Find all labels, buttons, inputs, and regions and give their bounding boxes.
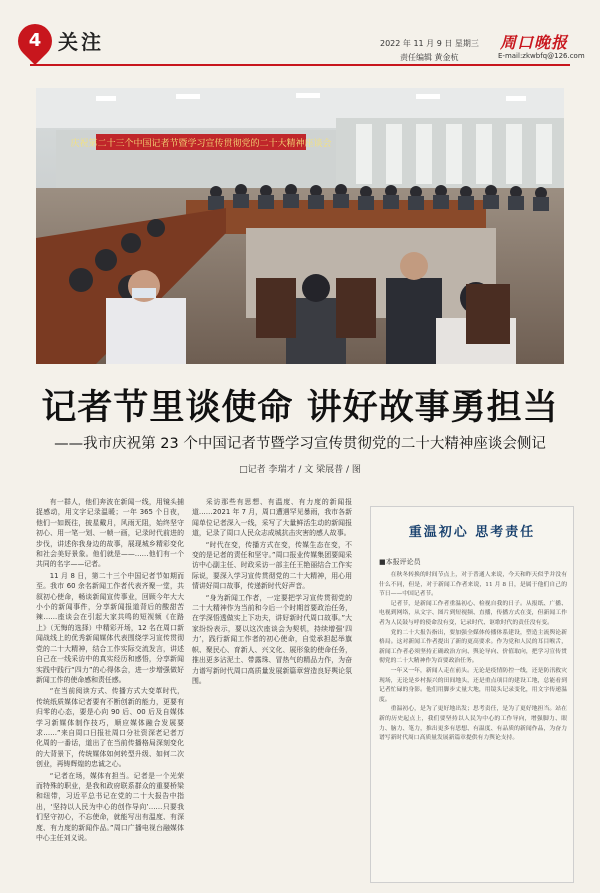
- issue-date: 2022 年 11 月 9 日 星期三: [380, 39, 479, 48]
- paragraph: 采访那些有思想、有温度、有力度的新闻报道……2021 年 7 月，周口遭遇罕见暴雨，我市各新闻单位记者深入一线，采写了大量鲜活生动的新闻报道，记录了周口人民众志成城抗击灾害的感人故事。: [192, 498, 352, 538]
- paragraph: 一年又一年，新闻人走在前头。无论是疫情防控一线，还是防汛救灾现场，无论是乡村振兴的田间地头，还是重点项目的建设工地，总能看到记者忙碌的身影。他们用脚步丈量大地，用镜头记录变化，用文字传递温度。: [379, 667, 567, 703]
- page-number: 4: [28, 30, 42, 51]
- article-byline: □记者 李瑞才 / 文 梁展普 / 图: [239, 465, 361, 475]
- paper-logo: 周口晚报: [500, 33, 569, 52]
- article-column-1: [36, 497, 184, 844]
- paragraph: “在当前阅读方式、传播方式大变革时代，传统纸质媒体记者要有不断创新的能力，更要有归零的心态，要是心向 90 后、00 后及自媒体学习新媒体制作技巧，顺应媒体融合发展要求……”来自周口日报社周口分社资深老记者万化周的一番话，道出了在当前传播格局深刻变化的大背景下，传统媒体如何转型升级、如何二次创业，再铸辉煌的忠诚之心。: [36, 687, 184, 769]
- sidebar-title: 重温初心 思考责任: [408, 525, 536, 540]
- banner-text: 庆祝第二十三个中国记者节暨学习宣传贯彻党的二十大精神座谈会: [70, 139, 332, 149]
- sidebar-author: ■本报评论员: [379, 558, 421, 566]
- paragraph: 11 月 8 日，第二十三个中国记者节如期而至。我市 60 余名新闻工作者代表齐聚一堂，共叙初心使命，畅谈新闻宣传事业，回顾今年大大小小的新闻事件，分享新闻报道背后的酸甜苦辣……座谈会在引起大家共鸣的短视频《在路上》（无悔的选择）中精彩开场，12 名在周口新闻战线上的优秀新闻媒体代表围绕学习宣传贯彻党的二十大精神，结合工作实际交流发言，讲述自己在一线采访中的真实经历和感悟，分享新闻实践中践行“四力”的心得体会，进一步增强做好新闻工作的使命感和责任感。: [36, 571, 184, 684]
- sidebar-body: [379, 571, 567, 744]
- paragraph: “时代在变，传播方式在变，传媒生态在变，不变的是记者的责任和坚守。”周口报业传媒集团要闻采访中心副主任、时政采访一部主任王艳丽结合工作实际说，要深入学习宣传贯彻党的二十大精神，用心用情讲好周口故事，传递新时代好声音。: [192, 540, 352, 591]
- article-headline: 记者节里谈使命 讲好故事勇担当: [41, 387, 559, 428]
- section-name: 关注: [58, 30, 104, 54]
- meeting-photo-illustration: [36, 88, 564, 364]
- header-rule: [30, 64, 570, 66]
- meeting-photo: [36, 88, 564, 364]
- editorial-sidebar: [370, 506, 574, 883]
- article-subheadline: ——我市庆祝第 23 个中国记者节暨学习宣传贯彻党的二十大精神座谈会侧记: [54, 436, 546, 452]
- contact-email: E-mail:zkwbfq@126.com: [498, 52, 585, 60]
- paragraph: “记者在场，媒体有担当。记者是一个光荣而特殊的职业，是我和政府联系群众的重要桥梁和纽带，习近平总书记在党的二十大报告中指出，‘坚持以人民为中心的创作导向’……只要我们坚守初心，不忘使命，就能写出有温度、有深度、有力度的新闻作品。”周口广播电视台融媒体中心主任刘义说。: [36, 771, 184, 842]
- paragraph: 重温初心，是为了更好地出发；思考责任，是为了更好地担当。站在新的历史起点上，我们要坚持以人民为中心的工作导向，增强脚力、眼力、脑力、笔力，推出更多有思想、有温度、有品质的新闻作品，为奋力谱写新时代周口高质量发展新篇章提供有力舆论支持。: [379, 706, 567, 742]
- masthead: [0, 0, 600, 70]
- paragraph: 有一群人，他们奔波在新闻一线，用镜头捕捉感动，用文字记录温暖；一年 365 个日夜，他们一如既往，披星戴月，风雨无阻，始终坚守初心、用一笔一划、一帧一画，记录时代前进的步伐，讲述你我身边的故事，展现城乡精彩变化和社会美好景象。他们就是——……他们有一个共同的名字——记者。: [36, 498, 184, 569]
- paragraph: 党的二十大报告指出，要加强全媒体传播体系建设，塑造主流舆论新格局。这对新闻工作者提出了新的更高要求。作为党和人民的耳目喉舌，新闻工作者必须坚持正确政治方向、舆论导向、价值取向，把学习宣传贯彻党的二十大精神作为首要政治任务。: [379, 629, 567, 665]
- paragraph: “身为新闻工作者，一定要把学习宣传贯彻党的二十大精神作为当前和今后一个时期首要政治任务，在学深悟透做实上下功夫，讲好新时代周口故事。”大家纷纷表示，要以这次座谈会为契机，持续增强‘四力’，践行新闻工作者的初心使命，自觉承担起举旗帜、聚民心、育新人、兴文化、展形象的使命任务，推出更多沾泥土、带露珠、冒热气的精品力作，为奋力谱写新时代周口高质量发展新篇章营造良好舆论氛围。: [192, 593, 352, 685]
- editors: 责任编辑 黄金杭: [400, 53, 459, 62]
- paragraph: 在秋冬转换的时间节点上，对于普通人来说，今天和昨天似乎并没有什么不同，但是，对于新闻工作者来说，11 月 8 日，是属于他们自己的节日——中国记者节。: [379, 572, 567, 598]
- article-column-2: [192, 497, 352, 687]
- paragraph: 记者节，是新闻工作者重温初心、检视自我的日子。从报纸、广播、电视到网络，从文字、图片到短视频、直播，传播方式在变，但新闻工作者为人民鼓与呼的使命没有变，记录时代、讴歌时代的责任没有变。: [379, 600, 567, 626]
